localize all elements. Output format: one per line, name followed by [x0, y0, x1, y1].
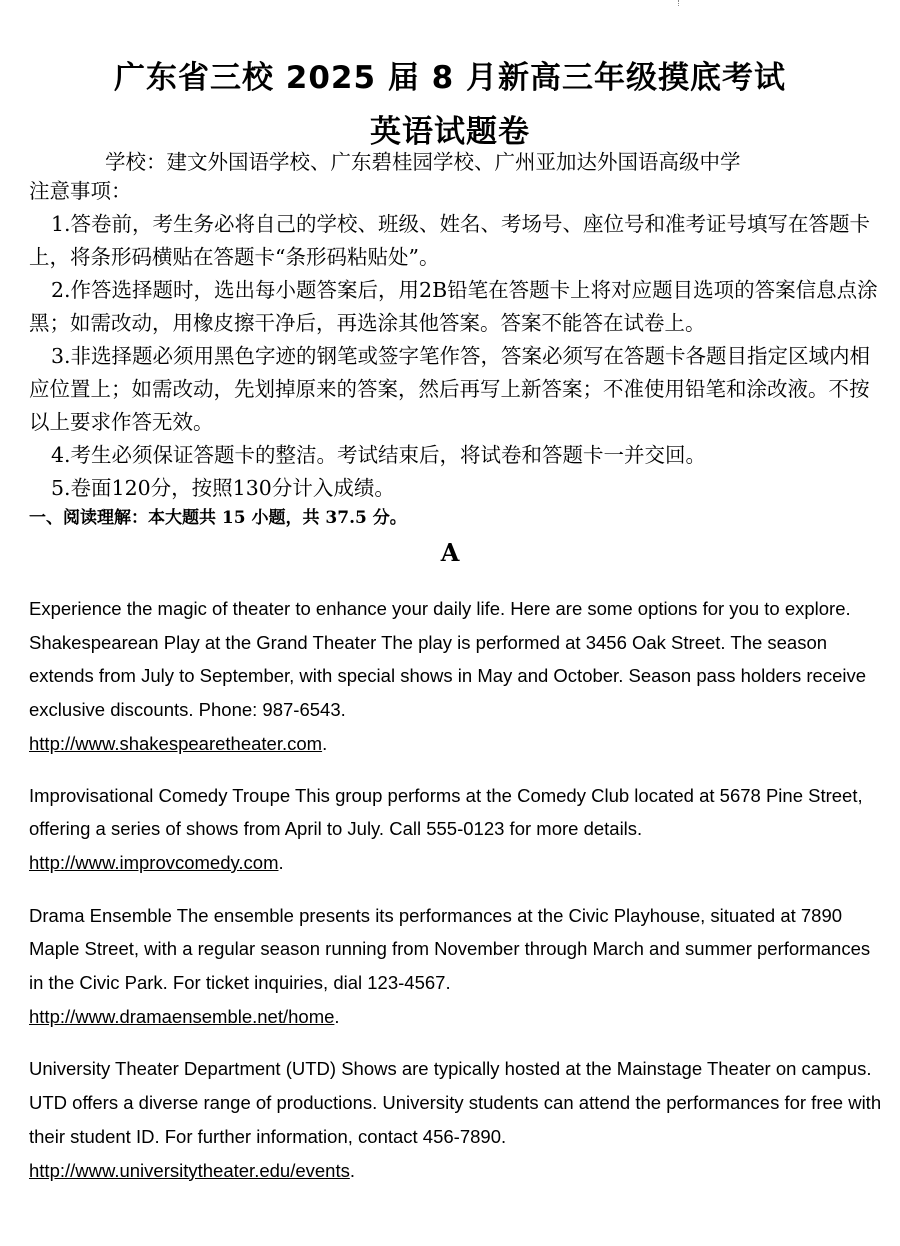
passage-entry [29, 779, 884, 880]
passage-letter: A [440, 538, 460, 567]
entry-text: Experience the magic of theater to enhance your daily life. Here are some options for you to explore. Shakespearean Play at the Grand Theater The play is performed at 3456 Oak Street. The season extends from July to September, with special shows in May and October. Season pass holders receive exclusive discounts. Phone: 987-6543. [29, 598, 867, 721]
entry-suffix: . [278, 851, 284, 873]
notice-item-1: 1.答卷前，考生务必将自己的学校、班级、姓名、考场号、座位号和准考证号填写在答题卡上，将条形码横贴在答题卡“条形码粘贴处”。 [29, 212, 871, 269]
section-heading: 一、阅读理解：本大题共 15 小题，共 37.5 分。 [29, 508, 407, 528]
entry-text: University Theater Department (UTD) Shows are typically hosted at the Mainstage Theater on campus. UTD offers a diverse range of productions. University students can attend the performances for free with their student ID. For further information, contact 456-7890. [29, 1058, 882, 1147]
notice-item-5: 5.卷面120分，按照130分计入成绩。 [51, 476, 395, 500]
schools-line: 学校：建文外国语学校、广东碧桂园学校、广州亚加达外国语高级中学 [105, 150, 741, 174]
entry-suffix: . [322, 732, 328, 754]
notice-block [29, 175, 879, 505]
entry-link[interactable]: http://www.improvcomedy.com [29, 851, 279, 873]
passage-entry [29, 899, 884, 1034]
entry-text: Improvisational Comedy Troupe This group performs at the Comedy Club located at 5678 Pine Street, offering a series of shows from April to July. Call 555-0123 for more details. [29, 784, 863, 840]
entry-link[interactable]: http://www.shakespearetheater.com [29, 732, 323, 754]
entry-text: Drama Ensemble The ensemble presents its performances at the Civic Playhouse, situated at 7890 Maple Street, with a regular season running from November through March and summer performances in the Civic Park. For ticket inquiries, dial 123-4567. [29, 904, 871, 994]
notice-item-4: 4.考生必须保证答题卡的整洁。考试结束后，将试卷和答题卡一并交回。 [51, 443, 707, 467]
notice-heading: 注意事项： [29, 179, 132, 203]
exam-title: 广东省三校 2025 届 8 月新高三年级摸底考试 [113, 60, 787, 96]
passage-body [29, 592, 884, 1205]
exam-subtitle: 英语试题卷 [370, 114, 530, 150]
entry-link[interactable]: http://www.universitytheater.edu/events [29, 1159, 350, 1181]
top-dot-marker [678, 0, 681, 6]
passage-entry [29, 592, 884, 761]
entry-suffix: . [334, 1005, 340, 1027]
entry-suffix: . [349, 1159, 355, 1181]
notice-item-3: 3.非选择题必须用黑色字迹的钢笔或签字笔作答，答案必须写在答题卡各题目指定区域内相应位置上；如需改动，先划掉原来的答案，然后再写上新答案；不准使用铅笔和涂改液。不按以上要求作答无效。 [29, 344, 871, 434]
entry-link[interactable]: http://www.dramaensemble.net/home [29, 1005, 335, 1027]
passage-entry [29, 1052, 884, 1187]
notice-item-2: 2.作答选择题时，选出每小题答案后，用2B铅笔在答题卡上将对应题目选项的答案信息点涂黑；如需改动，用橡皮擦干净后，再选涂其他答案。答案不能答在试卷上。 [29, 278, 878, 335]
